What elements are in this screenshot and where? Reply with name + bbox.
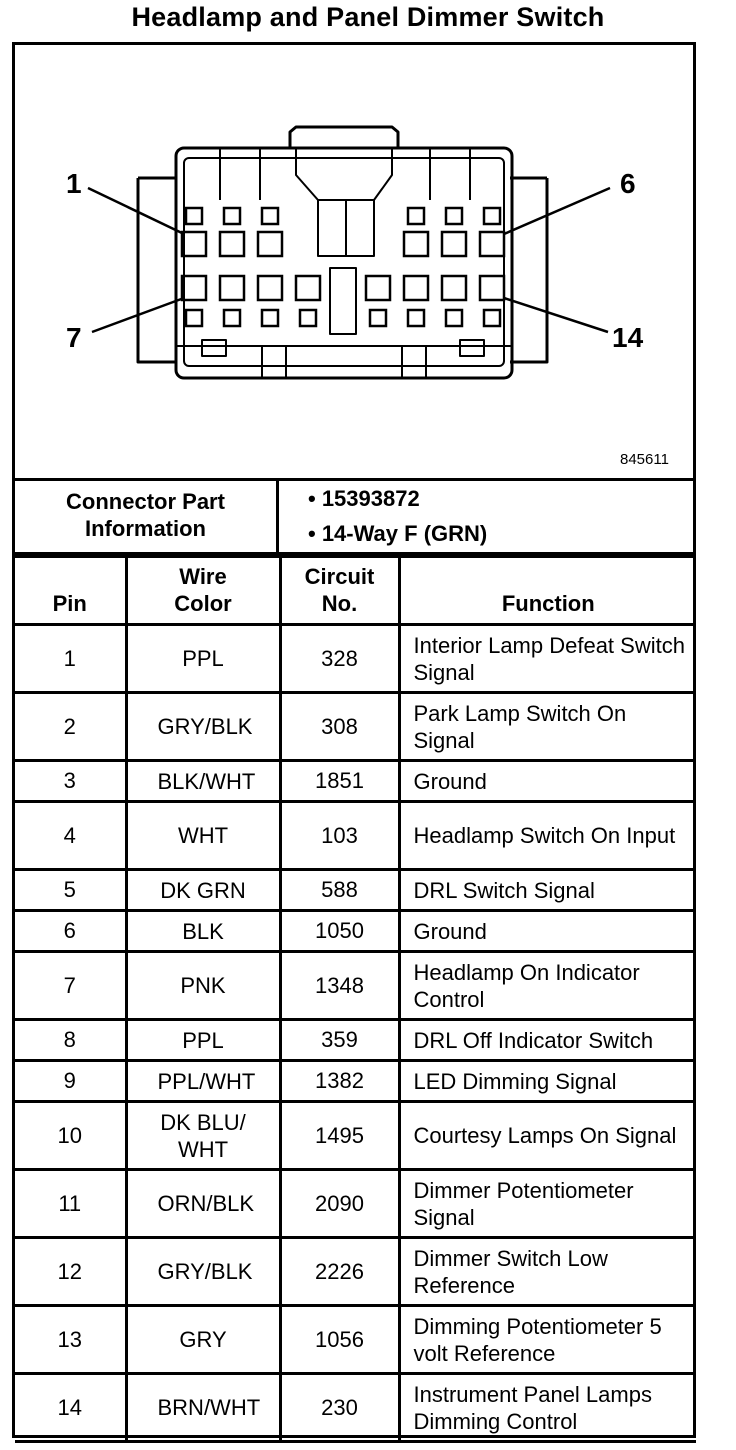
wire-color-cell: DK GRN: [126, 870, 280, 911]
pin-7-label: 7: [66, 322, 82, 353]
pin-cell: 2: [15, 693, 126, 761]
wire-color-cell: WHT: [126, 802, 280, 870]
pin-cell: 12: [15, 1238, 126, 1306]
function-cell: Headlamp Switch On Input: [399, 802, 696, 870]
header-pin: Pin: [15, 557, 126, 625]
wire-color-cell: BRN/WHT: [126, 1374, 280, 1442]
header-wire-color-label: Wire Color: [174, 564, 232, 616]
circuit-no-cell: 1056: [280, 1306, 399, 1374]
circuit-no-cell: 230: [280, 1374, 399, 1442]
table-row: [15, 1170, 696, 1238]
table-row: [15, 1374, 696, 1442]
pin-14-label: 14: [612, 322, 644, 353]
function-cell: Instrument Panel Lamps Dimming Control: [399, 1374, 696, 1442]
wire-color-cell: GRY: [126, 1306, 280, 1374]
wire-color-cell: GRY/BLK: [126, 1238, 280, 1306]
pin-cell: 7: [15, 952, 126, 1020]
circuit-no-cell: 1495: [280, 1102, 399, 1170]
wire-color-cell: ORN/BLK: [126, 1170, 280, 1238]
pin-cell: 8: [15, 1020, 126, 1061]
wire-color-cell: PPL/WHT: [126, 1061, 280, 1102]
circuit-no-cell: 1851: [280, 761, 399, 802]
pin-cell: 4: [15, 802, 126, 870]
wire-color-cell: BLK/WHT: [126, 761, 280, 802]
diagram-reference-code: 845611: [620, 451, 669, 468]
pin-cell: 9: [15, 1061, 126, 1102]
function-cell: Headlamp On Indicator Control: [399, 952, 696, 1020]
circuit-no-cell: 2226: [280, 1238, 399, 1306]
circuit-no-cell: 308: [280, 693, 399, 761]
pin-cell: 5: [15, 870, 126, 911]
circuit-no-cell: 2090: [280, 1170, 399, 1238]
function-cell: Ground: [399, 761, 696, 802]
table-header-row: [15, 557, 696, 625]
function-cell: LED Dimming Signal: [399, 1061, 696, 1102]
function-cell: Park Lamp Switch On Signal: [399, 693, 696, 761]
pin-table: [15, 555, 696, 1443]
table-row: [15, 625, 696, 693]
table-row: [15, 802, 696, 870]
wire-color-cell: DK BLU/ WHT: [126, 1102, 280, 1170]
function-cell: Dimming Potentiometer 5 volt Reference: [399, 1306, 696, 1374]
pin-cell: 6: [15, 911, 126, 952]
table-row: [15, 1020, 696, 1061]
function-cell: Ground: [399, 911, 696, 952]
wire-color-cell: PPL: [126, 625, 280, 693]
table-row: [15, 1061, 696, 1102]
header-function: Function: [399, 557, 696, 625]
function-cell: DRL Off Indicator Switch: [399, 1020, 696, 1061]
wire-color-cell: BLK: [126, 911, 280, 952]
pin-cell: 10: [15, 1102, 126, 1170]
pin-1-label: 1: [66, 168, 82, 199]
function-cell: Courtesy Lamps On Signal: [399, 1102, 696, 1170]
pin-cell: 3: [15, 761, 126, 802]
page-title: Headlamp and Panel Dimmer Switch: [131, 2, 605, 32]
pin-cell: 13: [15, 1306, 126, 1374]
circuit-no-cell: 588: [280, 870, 399, 911]
pin-cell: 14: [15, 1374, 126, 1442]
circuit-no-cell: 328: [280, 625, 399, 693]
pin-cell: 11: [15, 1170, 126, 1238]
part-number: • 15393872: [308, 486, 420, 511]
table-row: [15, 870, 696, 911]
function-cell: DRL Switch Signal: [399, 870, 696, 911]
wire-color-cell: PNK: [126, 952, 280, 1020]
circuit-no-cell: 1382: [280, 1061, 399, 1102]
wire-color-cell: GRY/BLK: [126, 693, 280, 761]
table-row: [15, 952, 696, 1020]
part-info-label: Connector Part Information: [15, 481, 279, 552]
table-row: [15, 761, 696, 802]
header-wire-color: [126, 557, 280, 625]
circuit-no-cell: 1050: [280, 911, 399, 952]
header-circuit-no: [280, 557, 399, 625]
circuit-no-cell: 103: [280, 802, 399, 870]
wire-color-cell: PPL: [126, 1020, 280, 1061]
circuit-no-cell: 1348: [280, 952, 399, 1020]
function-cell: Interior Lamp Defeat Switch Signal: [399, 625, 696, 693]
pin-cell: 1: [15, 625, 126, 693]
table-row: [15, 1102, 696, 1170]
circuit-no-cell: 359: [280, 1020, 399, 1061]
table-row: [15, 1238, 696, 1306]
pin-6-label: 6: [620, 168, 636, 199]
function-cell: Dimmer Potentiometer Signal: [399, 1170, 696, 1238]
connector-diagram: [15, 45, 693, 477]
connector-type: • 14-Way F (GRN): [308, 521, 488, 546]
table-row: [15, 911, 696, 952]
table-row: [15, 693, 696, 761]
header-circuit-no-label: Circuit No.: [304, 564, 375, 616]
function-cell: Dimmer Switch Low Reference: [399, 1238, 696, 1306]
table-row: [15, 1306, 696, 1374]
